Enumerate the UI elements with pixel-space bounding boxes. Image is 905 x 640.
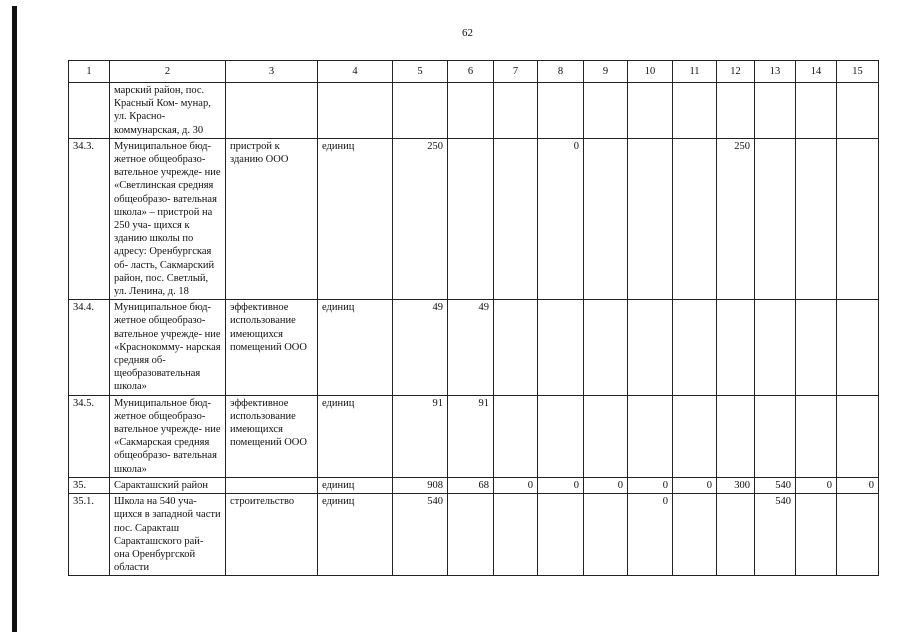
cell-value (755, 138, 796, 299)
cell-value (837, 395, 879, 477)
data-table (68, 60, 879, 576)
cell-value (584, 300, 628, 395)
cell-value (837, 83, 879, 139)
cell-value (717, 494, 755, 576)
table-row (69, 300, 879, 395)
cell-type (226, 83, 318, 139)
cell-value: 300 (717, 477, 755, 493)
cell-value: 0 (494, 477, 538, 493)
cell-unit: единиц (318, 494, 393, 576)
cell-value: 540 (393, 494, 448, 576)
cell-value (448, 83, 494, 139)
cell-value (538, 83, 584, 139)
cell-value: 49 (448, 300, 494, 395)
cell-value (673, 494, 717, 576)
cell-value (796, 494, 837, 576)
cell-value (628, 300, 673, 395)
column-header: 3 (226, 61, 318, 83)
cell-value (673, 300, 717, 395)
cell-value (717, 300, 755, 395)
table-row (69, 494, 879, 576)
cell-value: 250 (393, 138, 448, 299)
cell-value (796, 395, 837, 477)
cell-value (755, 83, 796, 139)
cell-value: 540 (755, 494, 796, 576)
cell-value (494, 138, 538, 299)
cell-unit: единиц (318, 477, 393, 493)
cell-value (494, 395, 538, 477)
cell-value (628, 138, 673, 299)
table-row (69, 395, 879, 477)
cell-number: 34.3. (69, 138, 110, 299)
cell-name: марский район, пос. Красный Ком- мунар, ул. Красно- коммунарская, д. 30 (110, 83, 226, 139)
cell-unit: единиц (318, 138, 393, 299)
column-header: 15 (837, 61, 879, 83)
cell-value: 908 (393, 477, 448, 493)
cell-value (755, 300, 796, 395)
cell-value: 49 (393, 300, 448, 395)
cell-value (538, 494, 584, 576)
cell-unit: единиц (318, 300, 393, 395)
cell-value (717, 395, 755, 477)
cell-value: 250 (717, 138, 755, 299)
cell-value (837, 138, 879, 299)
cell-value (393, 83, 448, 139)
column-header: 13 (755, 61, 796, 83)
cell-value: 0 (673, 477, 717, 493)
cell-value (796, 138, 837, 299)
table-row (69, 138, 879, 299)
cell-number: 34.5. (69, 395, 110, 477)
cell-value: 91 (448, 395, 494, 477)
cell-value (584, 494, 628, 576)
cell-value (538, 300, 584, 395)
cell-name: Саракташский район (110, 477, 226, 493)
cell-value (796, 83, 837, 139)
cell-value (584, 395, 628, 477)
cell-unit: единиц (318, 395, 393, 477)
cell-value (584, 138, 628, 299)
column-header: 4 (318, 61, 393, 83)
cell-type (226, 477, 318, 493)
cell-value: 540 (755, 477, 796, 493)
cell-value (628, 395, 673, 477)
cell-name: Муниципальное бюд- жетное общеобразо- вательное учрежде- ние «Краснокомму- нарская средняя об- щеобразовательная школа» (110, 300, 226, 395)
cell-value: 0 (796, 477, 837, 493)
cell-type: эффективное использование имеющихся помещений ООО (226, 300, 318, 395)
cell-value (584, 83, 628, 139)
cell-value (717, 83, 755, 139)
cell-number: 35. (69, 477, 110, 493)
cell-value: 0 (628, 477, 673, 493)
cell-value (673, 395, 717, 477)
column-header: 14 (796, 61, 837, 83)
cell-value (494, 494, 538, 576)
cell-number: 35.1. (69, 494, 110, 576)
table-row (69, 477, 879, 493)
cell-value: 0 (538, 477, 584, 493)
cell-value (837, 300, 879, 395)
cell-value: 0 (584, 477, 628, 493)
column-header: 5 (393, 61, 448, 83)
column-header: 6 (448, 61, 494, 83)
cell-value (628, 83, 673, 139)
cell-name: Муниципальное бюд- жетное общеобразо- вательное учрежде- ние «Светлинская средняя общеобразо- вательная школа» – пристрой на 250 уча- щихся к зданию школы по адресу: Оренбургская об- ласть, Сакмарский район, пос. Светлый, ул. Ленина, д. 18 (110, 138, 226, 299)
column-header: 7 (494, 61, 538, 83)
cell-type: строительство (226, 494, 318, 576)
cell-number: 34.4. (69, 300, 110, 395)
cell-value: 91 (393, 395, 448, 477)
table-row (69, 83, 879, 139)
column-header: 12 (717, 61, 755, 83)
cell-value: 0 (628, 494, 673, 576)
cell-value (448, 138, 494, 299)
scan-edge-bar (12, 6, 17, 632)
cell-name: Муниципальное бюд- жетное общеобразо- вательное учрежде- ние «Сакмарская средняя общеобразо- вательная школа» (110, 395, 226, 477)
cell-name: Школа на 540 уча- щихся в западной части пос. Саракташ Саракташского рай- она Оренбургской области (110, 494, 226, 576)
column-header: 11 (673, 61, 717, 83)
cell-value (538, 395, 584, 477)
cell-value (796, 300, 837, 395)
header-row (69, 61, 879, 83)
cell-value: 0 (538, 138, 584, 299)
column-header: 2 (110, 61, 226, 83)
cell-value (673, 138, 717, 299)
cell-value: 0 (837, 477, 879, 493)
cell-value (494, 300, 538, 395)
cell-type: пристрой к зданию ООО (226, 138, 318, 299)
cell-value (494, 83, 538, 139)
column-header: 1 (69, 61, 110, 83)
cell-type: эффективное использование имеющихся помещений ООО (226, 395, 318, 477)
cell-value (673, 83, 717, 139)
cell-value (448, 494, 494, 576)
cell-value: 68 (448, 477, 494, 493)
column-header: 8 (538, 61, 584, 83)
column-header: 9 (584, 61, 628, 83)
cell-value (837, 494, 879, 576)
cell-unit (318, 83, 393, 139)
cell-number (69, 83, 110, 139)
column-header: 10 (628, 61, 673, 83)
page-number: 62 (462, 27, 473, 39)
cell-value (755, 395, 796, 477)
